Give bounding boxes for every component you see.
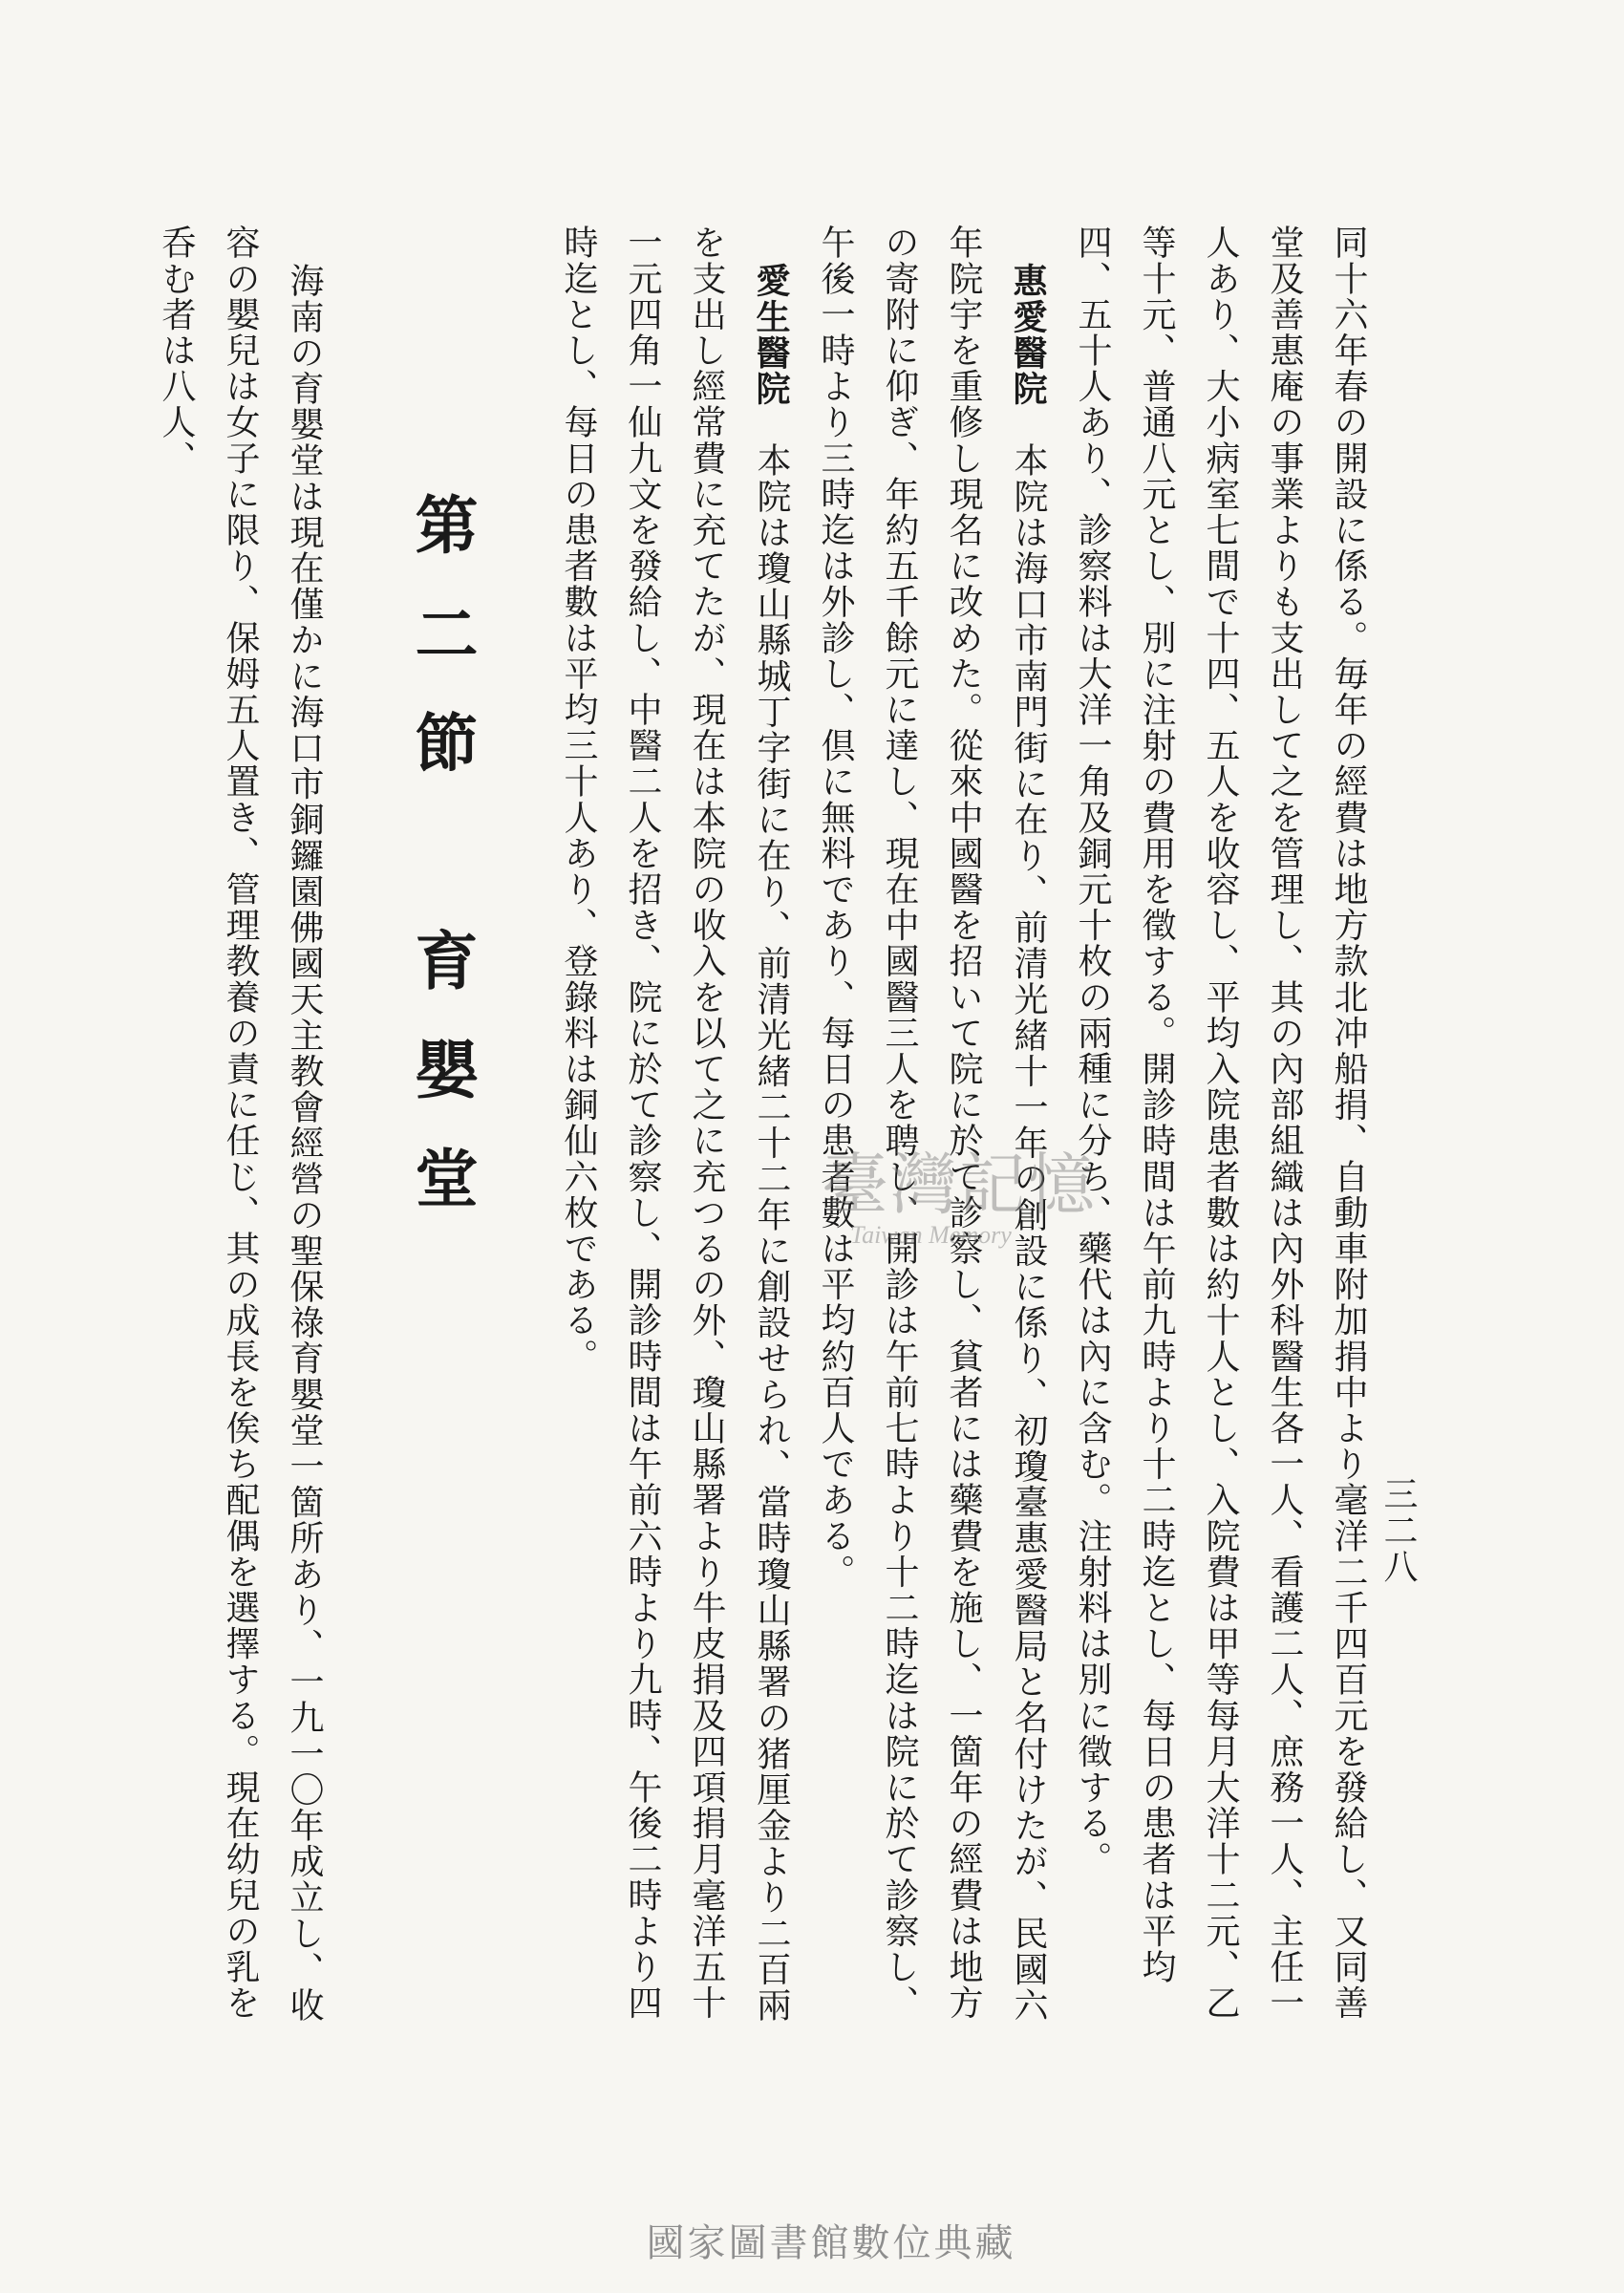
vertical-text-block bbox=[157, 225, 1380, 2040]
library-footer: 國家圖書館數位典藏 bbox=[646, 2221, 1016, 2265]
entry-body: 本院は海口市南門街に在り、前清光緒十一年の創設に係り、初瓊臺惠愛醫局と名付けたが、民國六年院宇を重修し現名に改めた。從來中國醫を招いて院に於て診察し、貧者には藥費を施し、一箇年の經費は地方の寄附に仰ぎ、年約五千餘元に達し、現在中國醫三人を聘し、開診は午前七時より十二時迄は院に於て診察し、午後一時より三時迄は外診し、倶に無料であり、每日の患者數は平均約百人である。 bbox=[816, 225, 1048, 2024]
section-title: 第二節 育嬰堂 bbox=[404, 492, 479, 1254]
watermark-logo-text: 臺灣記憶 bbox=[822, 1146, 1097, 1224]
entry-body: 本院は瓊山縣城丁字街に在り、前清光緒二十二年に創設せられ、當時瓊山縣署の猪厘金より二百兩を支出し經常費に充てたが、現在は本院の收入を以て之に充つるの外、瓊山縣署より牛皮捐及四項捐月毫洋五十一元四角一仙九文を發給し、中醫二人を招き、院に於て診察し、開診時間は午前六時より九時、午後二時より四時迄とし、每日の患者數は平均三十人あり、登錄料は銅仙六枚である。 bbox=[559, 225, 791, 2024]
paragraph-continuation: 同十六年春の開設に係る。毎年の經費は地方款北冲船捐、自動車附加捐中より毫洋二千四百元を發給し、又同善堂及善惠庵の事業よりも支出して之を管理し、其の內部組織は內外科醫生各一人、看護二人、庶務一人、主任一人あり、大小病室七間で十四、五人を收容し、平均入院患者數は約十人とし、入院費は甲等每月大洋十二元、乙等十元、普通八元とし、別に注射の費用を徵する。開診時間は午前九時より十二時迄とし、每日の患者は平均四、五十人あり、診察料は大洋一角及銅元十枚の兩種に分ち、藥代は內に含む。注射料は別に徵する。 bbox=[1073, 225, 1368, 2021]
entry-heading: 愛生醫院 bbox=[751, 263, 791, 407]
taiwan-memory-watermark bbox=[822, 1146, 1127, 1280]
paragraph-hospital-entry bbox=[803, 225, 1060, 2040]
page-number: 三二八 bbox=[1378, 1476, 1418, 1585]
paragraph-hospital-entry bbox=[546, 225, 803, 2040]
watermark-subtitle: Taiwan Memory bbox=[850, 1221, 1012, 1249]
entry-heading: 惠愛醫院 bbox=[1008, 263, 1048, 407]
paragraph-orphanage: 海南の育嬰堂は現在僅かに海口市銅鑼園佛國天主教會經營の聖保祿育嬰堂一箇所あり、一九一〇年成立し、收容の嬰兒は女子に限り、保姆五人置き、管理教養の責に任じ、其の成長を俟ち配偶を選擇する。現在幼兒の乳を呑む者は八人、 bbox=[157, 225, 324, 2024]
